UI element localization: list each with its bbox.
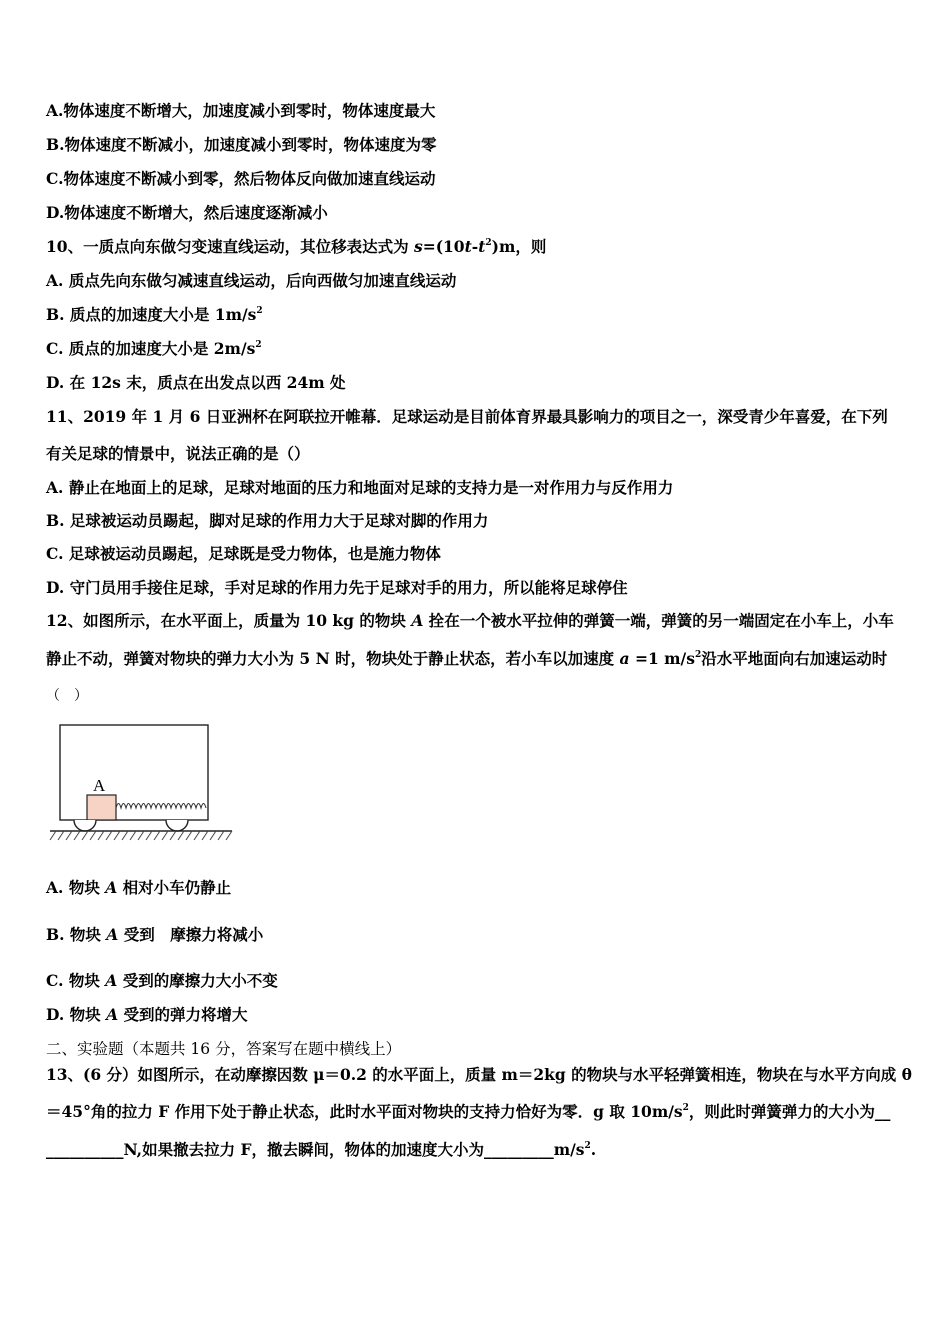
q10-option-c: C. 质点的加速度大小是 $2m/s^2$ — [46, 339, 262, 358]
q9-option-a: A.物体速度不断增大，加速度减小到零时，物体速度最大 — [46, 101, 436, 120]
q12-option-d: D. 物块 A 受到的弹力将增大 — [46, 1005, 248, 1024]
q11-option-d: D. 守门员用手接住足球，手对足球的作用力先于足球对手的用力，所以能将足球停住 — [46, 578, 628, 597]
cart-spring-figure — [46, 718, 236, 848]
q12-option-c: C. 物块 A 受到的摩擦力大小不变 — [46, 971, 278, 990]
q10-option-d: D. 在 12s 末，质点在出发点以西 24m 处 — [46, 373, 346, 392]
block-a — [87, 795, 116, 820]
q11-stem-line1: 11、2019 年 1 月 6 日亚洲杯在阿联拉开帷幕．足球运动是目前体育界最具影响力的项目之一，深受青少年喜爱，在下列 — [46, 407, 888, 426]
q13-line2: ＝45°角的拉力 F 作用下处于静止状态，此时水平面对物块的支持力恰好为零．g 取 $10m/s^2$，则此时弹簧弹力的大小为__ — [46, 1102, 891, 1121]
section-heading: 二、实验题（本题共 16 分，答案写在题中横线上） — [46, 1040, 402, 1058]
ground-hatch — [50, 831, 232, 840]
q10-stem: 10、一质点向东做匀变速直线运动，其位移表达式为 $s=(10t-t^2)m$，则 — [46, 237, 547, 256]
q12-stem-line2: 静止不动，弹簧对物块的弹力大小为 5 N 时，物块处于静止状态，若小车以加速度 a =1 $m/s^2$沿水平地面向右加速运动时 — [46, 649, 888, 668]
q13-line1: 13、(6 分）如图所示，在动摩擦因数 μ＝0.2 的水平面上，质量 m＝2kg 的物块与水平轻弹簧相连，物块在与水平方向成 θ — [46, 1065, 912, 1084]
q9-option-b: B.物体速度不断减小，加速度减小到零时，物体速度为零 — [46, 135, 437, 154]
q9-option-d: D.物体速度不断增大，然后速度逐渐减小 — [46, 203, 328, 222]
q11-option-b: B. 足球被运动员踢起，脚对足球的作用力大于足球对脚的作用力 — [46, 511, 489, 530]
q13-line3: __________N,如果撤去拉力 F，撤去瞬间，物体的加速度大小为$\_\_\_\_\_\_\_\_\_m/s^2$. — [46, 1140, 597, 1159]
q12-stem-line1: 12、如图所示，在水平面上，质量为 10 kg 的物块 A 拴在一个被水平拉伸的弹簧一端，弹簧的另一端固定在小车上，小车 — [46, 611, 894, 630]
right-wheel — [166, 820, 188, 831]
q9-option-c: C.物体速度不断减小到零，然后物体反向做加速直线运动 — [46, 169, 436, 188]
q11-option-c: C. 足球被运动员踢起，足球既是受力物体，也是施力物体 — [46, 544, 441, 563]
q11-stem-line2: 有关足球的情景中，说法正确的是（） — [46, 444, 310, 463]
q10-option-a: A. 质点先向东做匀减速直线运动，后向西做匀加速直线运动 — [46, 271, 457, 290]
block-label: A — [93, 776, 106, 795]
q10-option-b: B. 质点的加速度大小是 $1m/s^2$ — [46, 305, 263, 324]
q12-option-b: B. 物块 A 受到 摩擦力将减小 — [46, 925, 264, 944]
q11-option-a: A. 静止在地面上的足球，足球对地面的压力和地面对足球的支持力是一对作用力与反作用力 — [46, 478, 674, 497]
q12-answer-blank: （ ） — [46, 688, 88, 704]
q12-option-a: A. 物块 A 相对小车仍静止 — [46, 878, 232, 897]
left-wheel — [74, 820, 96, 831]
